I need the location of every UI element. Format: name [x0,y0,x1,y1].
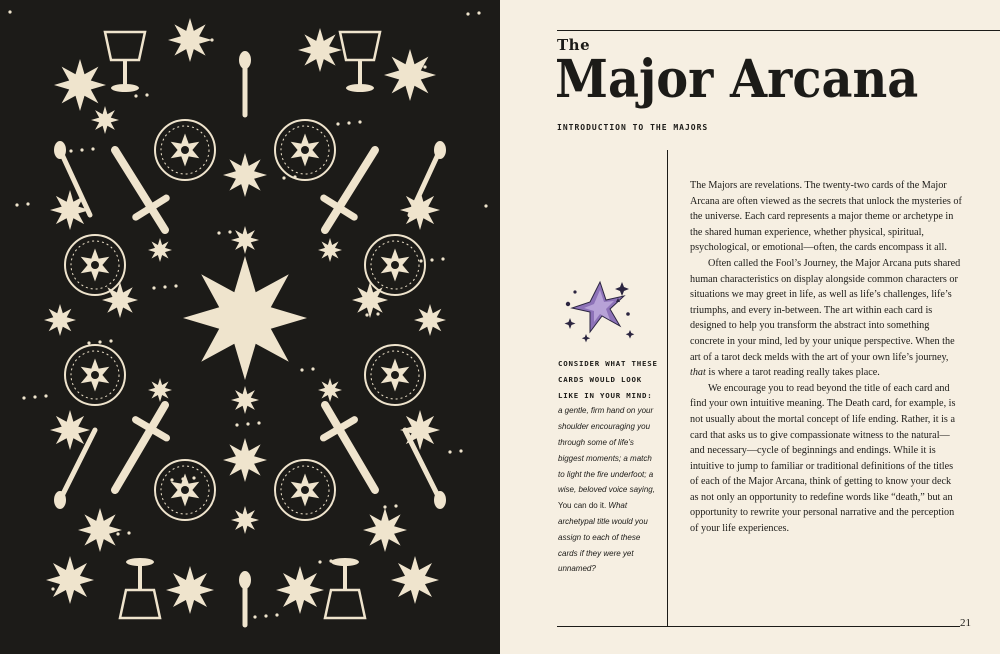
star-icon [298,28,342,72]
match-head [434,141,446,159]
pentacle-eye [181,486,189,494]
star-icon [78,508,122,552]
sparkle-dot [26,202,29,205]
sparkle-dot [311,367,314,370]
sparkle-dot [15,203,18,206]
star-icon [54,59,106,111]
pentacle-eye [91,261,99,269]
sparkle-dot [347,121,350,124]
sparkle-dot [145,93,148,96]
sparkle-dot [419,259,422,262]
star-icon [223,438,267,482]
pentacle-eye [181,146,189,154]
sparkle-dot [257,421,260,424]
star-icon [223,153,267,197]
sparkle-dot [217,231,220,234]
column-divider [667,150,668,627]
pentacle-eye [391,371,399,379]
star-icon [231,226,259,254]
paragraph-2: Often called the Fool’s Journey, the Major Arcana puts shared human characteristics on display alongside common characters or situations we may greet in life, as well as life’s challenges, life’s triumphs, and every in-between. The art within each card is designed to help you transform the abstract into something concrete in your mind, led by your unique perspective. When the art of a tarot deck melds with the art of your own life’s journey, that is where a tarot reading really takes place. [690,257,961,379]
sparkle-dot [127,531,130,534]
star-icon [166,566,214,614]
sparkle-dot [246,422,249,425]
goblet-base [331,558,359,566]
sparkle-dot [181,477,184,480]
sparkle-dot [44,394,47,397]
sparkle-dot [394,504,397,507]
sparkle-dot [383,505,386,508]
goblet-icon [120,590,160,618]
sparkle-dot [466,12,469,15]
pentacle-eye [91,371,99,379]
sparkle-dot [109,339,112,342]
paragraph-1: The Majors are revelations. The twenty-two cards of the Major Arcana are often viewed as the secrets that unlock the mysteries of the universe. Each card represents a major theme or archetype in the shared human experience, whether physical, spiritual, psychological, or emotional—often, the cards encompass it all. [690,180,962,254]
star-icon [231,506,259,534]
sparkle-dot [235,423,238,426]
goblet-icon [105,32,145,60]
sparkle-dot [441,257,444,260]
sparkle-dot [80,148,83,151]
sparkle-dot [448,450,451,453]
goblet-icon [340,32,380,60]
star-icon [148,378,172,402]
sparkle-dot [62,586,65,589]
star-icon [102,282,138,318]
pentacle-eye [301,486,309,494]
sparkle-dot [459,449,462,452]
sidebar-note [558,356,658,577]
sparkle-dot [365,313,368,316]
star-icon [50,190,90,230]
sparkle-dot [253,615,256,618]
sparkle-dot [358,120,361,123]
sidebar-text-2: What archetypal title would you assign to each of these cards if they were yet unnamed? [558,501,648,574]
sidebar-quote: You can do it. [558,501,607,511]
top-rule [557,30,1000,31]
sparkle-dot [98,340,101,343]
sparkle-dot [152,286,155,289]
star-icon [46,556,94,604]
sparkle-dot [199,39,202,42]
sparkle-dot [336,122,339,125]
star-illustration-icon [560,274,640,344]
star-icon [414,304,446,336]
sparkle-dot [477,11,480,14]
star-icon [276,566,324,614]
sparkle-dot [300,368,303,371]
goblet-base [346,84,374,92]
sparkle-dot [401,67,404,70]
goblet-base [111,84,139,92]
sidebar-text: a gentle, firm hand on your shoulder encouraging you through some of life’s biggest moments; a match to light the fire underfoot; a wise, beloved voice saying, [558,406,655,495]
sparkle-dot [412,66,415,69]
sparkle-dot [51,587,54,590]
star-icon [44,304,76,336]
sparkle-dot [174,284,177,287]
star-icon [363,508,407,552]
sparkle-dot [329,559,332,562]
sparkle-dot [484,204,487,207]
sparkle-dot [116,532,119,535]
sparkle-dot [134,94,137,97]
sparkle-dot [22,396,25,399]
bottom-rule [557,626,960,627]
star-icon [384,49,436,101]
body-text [690,178,962,537]
sparkle-dot [228,230,231,233]
sparkle-dot [87,341,90,344]
sparkle-dot [340,558,343,561]
star-icon [168,18,212,62]
paragraph-3: We encourage you to read beyond the title of each card and find your own intuitive meaning. The Death card, for example, is not usually about the mortal concept of life ending. Rather, it is a card that asks us to give compassionate witness to the natural—and necessary—cycle of beginnings and endings. While it is intuitive to jump to familiar or traditional definitions of the titles of each of the Major Arcana, think of getting to know your deck as not only an opportunity to redefine words like “death,” but an opportunity to rewrite your personal narrative and the perception of your life experiences. [690,382,956,535]
star-icon [91,106,119,134]
sparkle-dot [275,613,278,616]
sparkle-dot [163,285,166,288]
match-head [239,571,251,589]
sparkle-dot [170,478,173,481]
goblet-base [126,558,154,566]
sparkle-dot [376,312,379,315]
sparkle-dot [91,147,94,150]
sparkle-dot [210,38,213,41]
star-icon [318,238,342,262]
match-head [54,491,66,509]
star-icon [50,410,90,450]
sparkle-dot [69,149,72,152]
sparkle-dot [105,533,108,536]
sparkle-dot [192,476,195,479]
sidebar-lead: CONSIDER WHAT THESE CARDS WOULD LOOK LIKE IN YOUR MIND: [558,359,658,400]
star-icon [318,378,342,402]
star-icon [148,238,172,262]
sparkle-dot [33,395,36,398]
sparkle-dot [430,258,433,261]
title-eyebrow: The [557,36,591,54]
sparkle-dot [264,614,267,617]
star-icon [231,386,259,414]
sparkle-dot [423,65,426,68]
center-star-icon [183,256,307,380]
star-icon [391,556,439,604]
star-icon [352,282,388,318]
sparkle-dot [318,560,321,563]
page-number: 21 [960,617,971,629]
pentacle-eye [391,261,399,269]
sparkle-dot [293,175,296,178]
section-subtitle: INTRODUCTION TO THE MAJORS [557,123,709,132]
match-head [239,51,251,69]
match-head [54,141,66,159]
pentacle-eye [301,146,309,154]
page-title: Major Arcana [555,49,919,110]
goblet-icon [325,590,365,618]
sparkle-dot [282,176,285,179]
match-head [434,491,446,509]
sparkle-dot [8,10,11,13]
